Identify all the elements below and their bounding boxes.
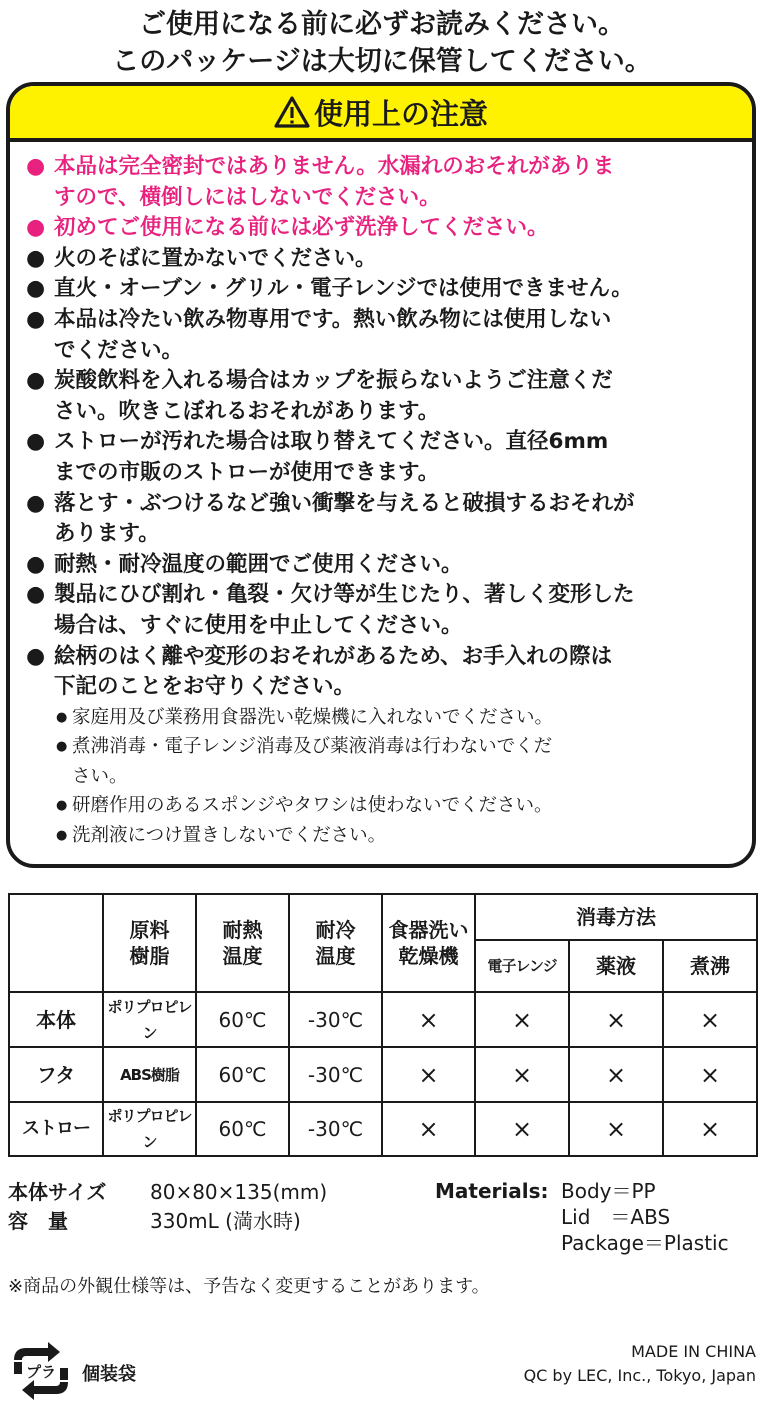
row-boiling: × [663,1102,757,1156]
svg-text:プラ: プラ [25,1363,57,1381]
row-heat: 60℃ [196,1047,289,1102]
caution-item-text: でください。 [54,337,184,363]
caution-item [26,366,750,427]
row-part: ストロー [9,1102,103,1156]
care-item [26,821,750,851]
table-corner-cell [9,894,103,992]
bullet: ● [56,798,68,814]
caution-item-text: あります。 [54,521,160,547]
care-item-text: 家庭用及び業務用食器洗い乾燥機に入れないでください。 [72,706,554,728]
row-material: ABS樹脂 [103,1047,196,1102]
capacity-label: 容 量 [8,1209,68,1233]
materials-info [435,1178,729,1256]
caution-item-text: すので、横倒しにはしないでください。 [54,184,441,210]
caution-item-text: 絵柄のはく離や変形のおそれがあるため、お手入れの際は [54,643,613,669]
care-item-text: さい。 [72,765,128,787]
header-microwave: 電子レンジ [475,940,569,992]
row-cold: -30℃ [289,992,382,1047]
caution-title-bar [10,86,752,142]
caution-item-text: 火のそばに置かないでください。 [54,245,377,271]
material-lid: Lid ＝ABS [561,1205,671,1229]
header-boiling: 煮沸 [663,940,757,992]
bullet: ● [26,368,46,394]
bullet: ● [26,245,46,271]
size-value: 80×80×135(mm) [150,1180,328,1204]
warning-triangle-icon [274,96,310,128]
bullet: ● [26,490,46,516]
bullet: ● [26,215,46,241]
row-dishwasher: × [382,1047,475,1102]
care-item [26,703,750,733]
caution-item [26,152,750,213]
row-part: フタ [9,1047,103,1102]
caution-item [26,274,750,305]
bullet: ● [56,709,68,725]
row-dishwasher: × [382,1102,475,1156]
header-line-2: このパッケージは大切に保管してください。 [112,46,652,77]
caution-item-text: 直火・オーブン・グリル・電子レンジでは使用できません。 [54,276,633,302]
caution-item [26,642,750,703]
row-microwave: × [475,1047,569,1102]
caution-item [26,427,750,488]
row-material: ポリプロピレン [103,992,196,1047]
row-heat: 60℃ [196,992,289,1047]
header [0,6,764,80]
table-row [9,992,757,1047]
row-boiling: × [663,992,757,1047]
caution-item-text: 耐熱・耐冷温度の範囲でご使用ください。 [54,551,463,577]
caution-item-text: ストローが汚れた場合は取り替えてください。直径6mm [54,429,609,455]
bullet: ● [56,827,68,843]
change-notice: ※商品の外観仕様等は、予告なく変更することがあります。 [8,1276,490,1297]
row-dishwasher: × [382,992,475,1047]
bullet: ● [26,154,46,179]
bullet: ● [26,643,46,669]
row-part: 本体 [9,992,103,1047]
manufacturer-info [524,1340,756,1388]
row-boiling: × [663,1047,757,1102]
table-row [9,1102,757,1156]
caution-item-text: さい。吹きこぼれるおそれがあります。 [54,398,440,424]
header-heat-resistance: 耐熱 温度 [196,894,289,992]
made-in: MADE IN CHINA [631,1342,756,1361]
row-chemical: × [569,992,663,1047]
caution-item-text: 炭酸飲料を入れる場合はカップを振らないようご注意くだ [54,368,613,394]
care-item-text: 洗剤液につけ置きしないでください。 [72,824,387,846]
material-body: Body＝PP [561,1179,656,1203]
row-cold: -30℃ [289,1047,382,1102]
caution-item-text: 製品にひび割れ・亀裂・欠け等が生じたり、著しく変形した [54,582,635,608]
qc-info: QC by LEC, Inc., Tokyo, Japan [523,1366,756,1385]
caution-item [26,580,750,641]
care-item-text: 研磨作用のあるスポンジやタワシは使わないでください。 [72,795,553,817]
caution-item-text: 場合は、すぐに使用を中止してください。 [54,612,463,638]
caution-item [26,213,750,244]
capacity-value: 330mL (満水時) [150,1209,301,1233]
caution-item [26,244,750,275]
caution-box [6,82,756,868]
row-cold: -30℃ [289,1102,382,1156]
caution-item [26,489,750,550]
table-row [9,1047,757,1102]
header-line-1: ご使用になる前に必ずお読みください。 [139,9,625,40]
pla-recycle-icon [8,1340,74,1402]
materials-label: Materials: [435,1179,549,1203]
row-heat: 60℃ [196,1102,289,1156]
material-package: Package＝Plastic [561,1231,729,1255]
header-disinfection: 消毒方法 [475,894,757,940]
header-dishwasher: 食器洗い 乾燥機 [382,894,475,992]
row-microwave: × [475,1102,569,1156]
caution-item-text: 初めてご使用になる前には必ず洗浄してください。 [54,215,549,241]
caution-item [26,550,750,581]
row-material: ポリプロピレン [103,1102,196,1156]
bullet: ● [26,276,46,302]
bullet: ● [26,429,46,455]
care-item [26,732,750,791]
header-chemical: 薬液 [569,940,663,992]
caution-title [274,92,488,133]
product-info [8,1178,327,1236]
recycle-label: 個装袋 [82,1364,136,1385]
caution-list [26,152,750,850]
caution-item-text: 落とす・ぶつけるなど強い衝撃を与えると破損するおそれが [54,490,635,516]
header-material: 原料 樹脂 [103,894,196,992]
row-chemical: × [569,1102,663,1156]
caution-item [26,305,750,366]
caution-item-text: 下記のことをお守りください。 [54,674,356,700]
row-chemical: × [569,1047,663,1102]
caution-title-text: 使用上の注意 [313,96,488,131]
row-microwave: × [475,992,569,1047]
size-label: 本体サイズ [8,1180,107,1204]
bullet: ● [26,306,46,332]
caution-item-text: までの市販のストローが使用できます。 [54,459,440,485]
spec-table [8,893,758,1157]
caution-item-text: 本品は冷たい飲み物専用です。熱い飲み物には使用しない [54,306,612,332]
bullet: ● [26,582,46,608]
bullet: ● [26,551,46,577]
caution-item-text: 本品は完全密封ではありません。水漏れのおそれがありま [54,154,615,179]
care-item [26,791,750,821]
header-cold-resistance: 耐冷 温度 [289,894,382,992]
bullet: ● [56,739,68,755]
care-item-text: 煮沸消毒・電子レンジ消毒及び薬液消毒は行わないでくだ [72,736,553,758]
